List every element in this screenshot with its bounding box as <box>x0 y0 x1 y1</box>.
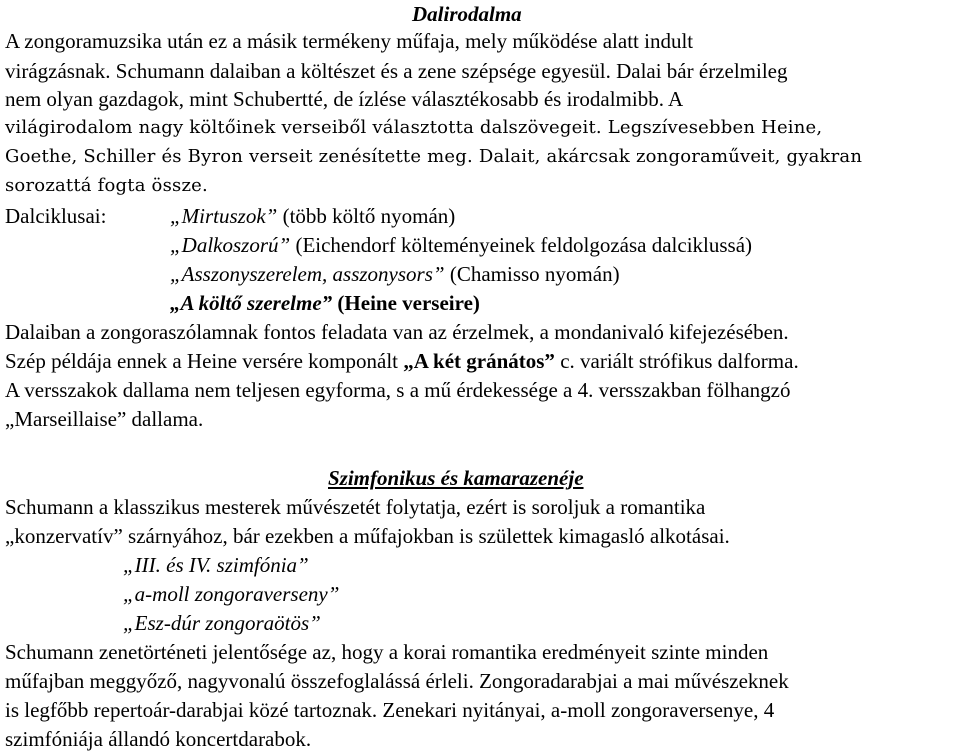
cycle-title: „Asszonyszerelem, asszonysors” <box>170 262 445 286</box>
paragraph-line: világirodalom nagy költőinek verseiből választotta dalszövegeit. Legszívesebben Heine, <box>5 117 823 138</box>
paragraph-line: A versszakok dallama nem teljesen egyforma, s a mű érdekessége a 4. versszakban fölhangzó <box>5 378 791 402</box>
cycle-item <box>170 289 480 317</box>
paragraph-line: „Marseillaise” dallama. <box>5 407 204 431</box>
text-span: Szép példája ennek a Heine versére komponált <box>5 349 404 373</box>
cycle-note: (Heine verseire) <box>332 291 480 315</box>
section-title-szimfonikus: Szimfonikus és kamarazenéje <box>328 466 584 490</box>
work-item: „III. és IV. szimfónia” <box>123 553 309 577</box>
cycle-item <box>170 231 752 259</box>
song-title-bold: „A két gránátos” <box>403 349 555 373</box>
paragraph-line: Schumann zenetörténeti jelentősége az, hogy a korai romantika eredményeit szinte minden <box>5 640 769 664</box>
cycle-item <box>170 260 620 288</box>
paragraph-line: műfajban meggyőző, nagyvonalú összefoglalássá érleli. Zongoradarabjai a mai művészeknek <box>5 669 789 693</box>
work-item: „a-moll zongoraverseny” <box>123 582 340 606</box>
paragraph-line: szimfóniája állandó koncertdarabok. <box>5 727 312 751</box>
paragraph-line: sorozattá fogta össze. <box>5 175 208 196</box>
paragraph-line: „konzervatív” szárnyához, bár ezekben a műfajokban is születtek kimagasló alkotásai. <box>5 524 730 548</box>
paragraph-line: Schumann a klasszikus mesterek művészetét folytatja, ezért is soroljuk a romantika <box>5 495 706 519</box>
paragraph-line: Goethe, Schiller és Byron verseit zenésítette meg. Dalait, akárcsak zongoraműveit, gyakran <box>5 146 863 167</box>
paragraph-line: virágzásnak. Schumann dalaiban a költészet és a zene szépsége egyesül. Dalai bár érzelmileg <box>5 59 788 83</box>
paragraph-line: is legfőbb repertoár-darabjai közé tartoznak. Zenekari nyitányai, a-moll zongoraversenye, 4 <box>5 698 775 722</box>
section-title-dalirodalma: Dalirodalma <box>412 2 522 26</box>
paragraph-line: Dalaiban a zongoraszólamnak fontos feladata van az érzelmek, a mondanivaló kifejezésében. <box>5 320 789 344</box>
cycle-note: (több költő nyomán) <box>277 204 456 228</box>
cycle-item <box>170 202 455 230</box>
paragraph-line: nem olyan gazdagok, mint Schubertté, de ízlése választékosabb és irodalmibb. A <box>5 87 684 111</box>
paragraph-line <box>5 347 799 375</box>
paragraph-line: A zongoramuzsika után ez a másik termékeny műfaja, mely működése alatt indult <box>5 29 694 53</box>
cycle-title: „A költő szerelme” <box>170 291 333 315</box>
work-item: „Esz-dúr zongoraötös” <box>123 611 321 635</box>
cycle-note: (Eichendorf költeményeinek feldolgozása dalciklussá) <box>290 233 753 257</box>
text-span: c. variált strófikus dalforma. <box>554 349 799 373</box>
cycle-note: (Chamisso nyomán) <box>444 262 620 286</box>
cycles-label: Dalciklusai: <box>5 204 107 228</box>
cycle-title: „Dalkoszorú” <box>170 233 291 257</box>
cycle-title: „Mirtuszok” <box>170 204 278 228</box>
